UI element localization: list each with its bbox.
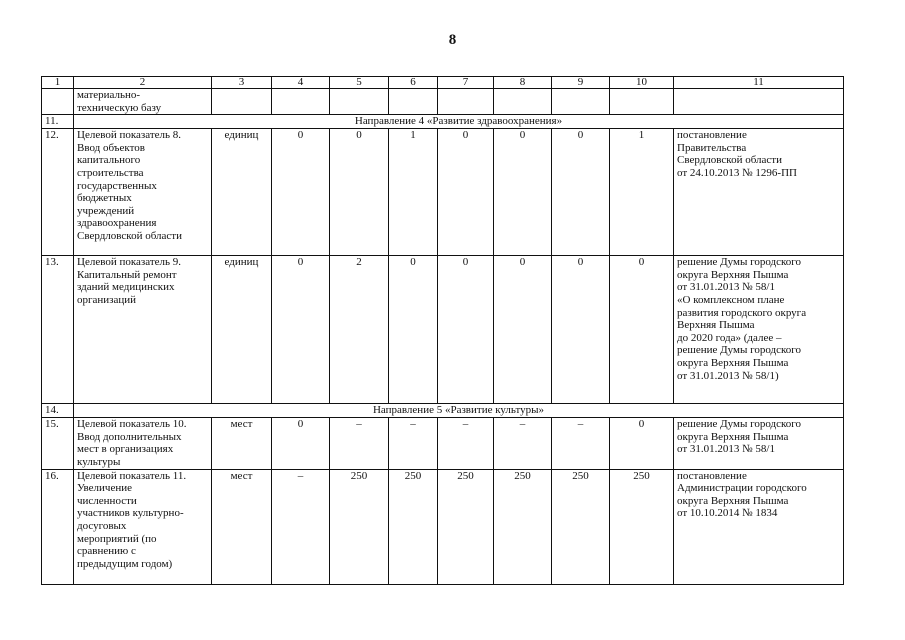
indicator-name-cell: материально- техническую базу — [74, 89, 212, 115]
indicators-table — [41, 76, 844, 585]
value-cell-v9: – — [552, 418, 610, 469]
table-row — [42, 469, 844, 584]
unit-cell: мест — [212, 418, 272, 469]
source-document-cell: постановление Правительства Свердловской области от 24.10.2013 № 1296-ПП — [674, 129, 844, 256]
table-row — [42, 418, 844, 469]
section-row — [42, 404, 844, 418]
source-document-cell — [674, 89, 844, 115]
value-cell-v4: – — [272, 469, 330, 584]
column-number-cell: 11 — [674, 77, 844, 89]
column-number-cell: 3 — [212, 77, 272, 89]
indicator-name-cell: Целевой показатель 8. Ввод объектов капитального строительства государственных бюджетных учреждений здравоохранения Свердловской области — [74, 129, 212, 256]
row-number-cell: 13. — [42, 256, 74, 404]
value-cell-v7 — [438, 89, 494, 115]
indicator-name-cell: Целевой показатель 11. Увеличение численности участников культурно- досуговых мероприятий (по сравнению с предыдущим годом) — [74, 469, 212, 584]
column-number-cell: 10 — [610, 77, 674, 89]
table-row — [42, 129, 844, 256]
value-cell-v4 — [272, 89, 330, 115]
column-number-cell: 9 — [552, 77, 610, 89]
row-number-cell: 15. — [42, 418, 74, 469]
column-number-cell: 6 — [389, 77, 438, 89]
value-cell-v9 — [552, 89, 610, 115]
value-cell-v10 — [610, 89, 674, 115]
source-document-cell: решение Думы городского округа Верхняя Пышма от 31.01.2013 № 58/1 — [674, 418, 844, 469]
value-cell-v5: 2 — [330, 256, 389, 404]
value-cell-v8: – — [494, 418, 552, 469]
value-cell-v5: 250 — [330, 469, 389, 584]
value-cell-v7: 250 — [438, 469, 494, 584]
value-cell-v10: 1 — [610, 129, 674, 256]
row-number-cell: 16. — [42, 469, 74, 584]
table-row — [42, 256, 844, 404]
row-number-cell: 14. — [42, 404, 74, 418]
section-row — [42, 115, 844, 129]
value-cell-v6: 1 — [389, 129, 438, 256]
value-cell-v7: – — [438, 418, 494, 469]
value-cell-v5: 0 — [330, 129, 389, 256]
value-cell-v9: 0 — [552, 129, 610, 256]
value-cell-v8: 250 — [494, 469, 552, 584]
value-cell-v10: 250 — [610, 469, 674, 584]
section-title-cell: Направление 5 «Развитие культуры» — [74, 404, 844, 418]
column-number-cell: 2 — [74, 77, 212, 89]
value-cell-v4: 0 — [272, 418, 330, 469]
unit-cell: единиц — [212, 129, 272, 256]
indicator-name-cell: Целевой показатель 9. Капитальный ремонт зданий медицинских организаций — [74, 256, 212, 404]
value-cell-v8: 0 — [494, 256, 552, 404]
value-cell-v5: – — [330, 418, 389, 469]
value-cell-v6: 250 — [389, 469, 438, 584]
table-row — [42, 89, 844, 115]
row-number-cell: 11. — [42, 115, 74, 129]
value-cell-v6: 0 — [389, 256, 438, 404]
unit-cell: мест — [212, 469, 272, 584]
column-number-cell: 1 — [42, 77, 74, 89]
column-number-cell: 5 — [330, 77, 389, 89]
value-cell-v8: 0 — [494, 129, 552, 256]
value-cell-v5 — [330, 89, 389, 115]
source-document-cell: постановление Администрации городского округа Верхняя Пышма от 10.10.2014 № 1834 — [674, 469, 844, 584]
row-number-cell: 12. — [42, 129, 74, 256]
value-cell-v8 — [494, 89, 552, 115]
column-number-cell: 8 — [494, 77, 552, 89]
value-cell-v7: 0 — [438, 129, 494, 256]
value-cell-v9: 250 — [552, 469, 610, 584]
value-cell-v4: 0 — [272, 256, 330, 404]
indicator-name-cell: Целевой показатель 10. Ввод дополнительных мест в организациях культуры — [74, 418, 212, 469]
value-cell-v6: – — [389, 418, 438, 469]
value-cell-v9: 0 — [552, 256, 610, 404]
value-cell-v10: 0 — [610, 256, 674, 404]
value-cell-v7: 0 — [438, 256, 494, 404]
unit-cell — [212, 89, 272, 115]
value-cell-v4: 0 — [272, 129, 330, 256]
value-cell-v6 — [389, 89, 438, 115]
unit-cell: единиц — [212, 256, 272, 404]
row-number-cell — [42, 89, 74, 115]
column-number-cell: 4 — [272, 77, 330, 89]
value-cell-v10: 0 — [610, 418, 674, 469]
column-number-cell: 7 — [438, 77, 494, 89]
column-number-row — [42, 77, 844, 89]
section-title-cell: Направление 4 «Развитие здравоохранения» — [74, 115, 844, 129]
page-number: 8 — [448, 32, 457, 48]
source-document-cell: решение Думы городского округа Верхняя Пышма от 31.01.2013 № 58/1 «О комплексном плане развития городского округа Верхняя Пышма до 2020 года» (далее – решение Думы городского округа Верхняя Пышма от 31.01.2013 № 58/1) — [674, 256, 844, 404]
